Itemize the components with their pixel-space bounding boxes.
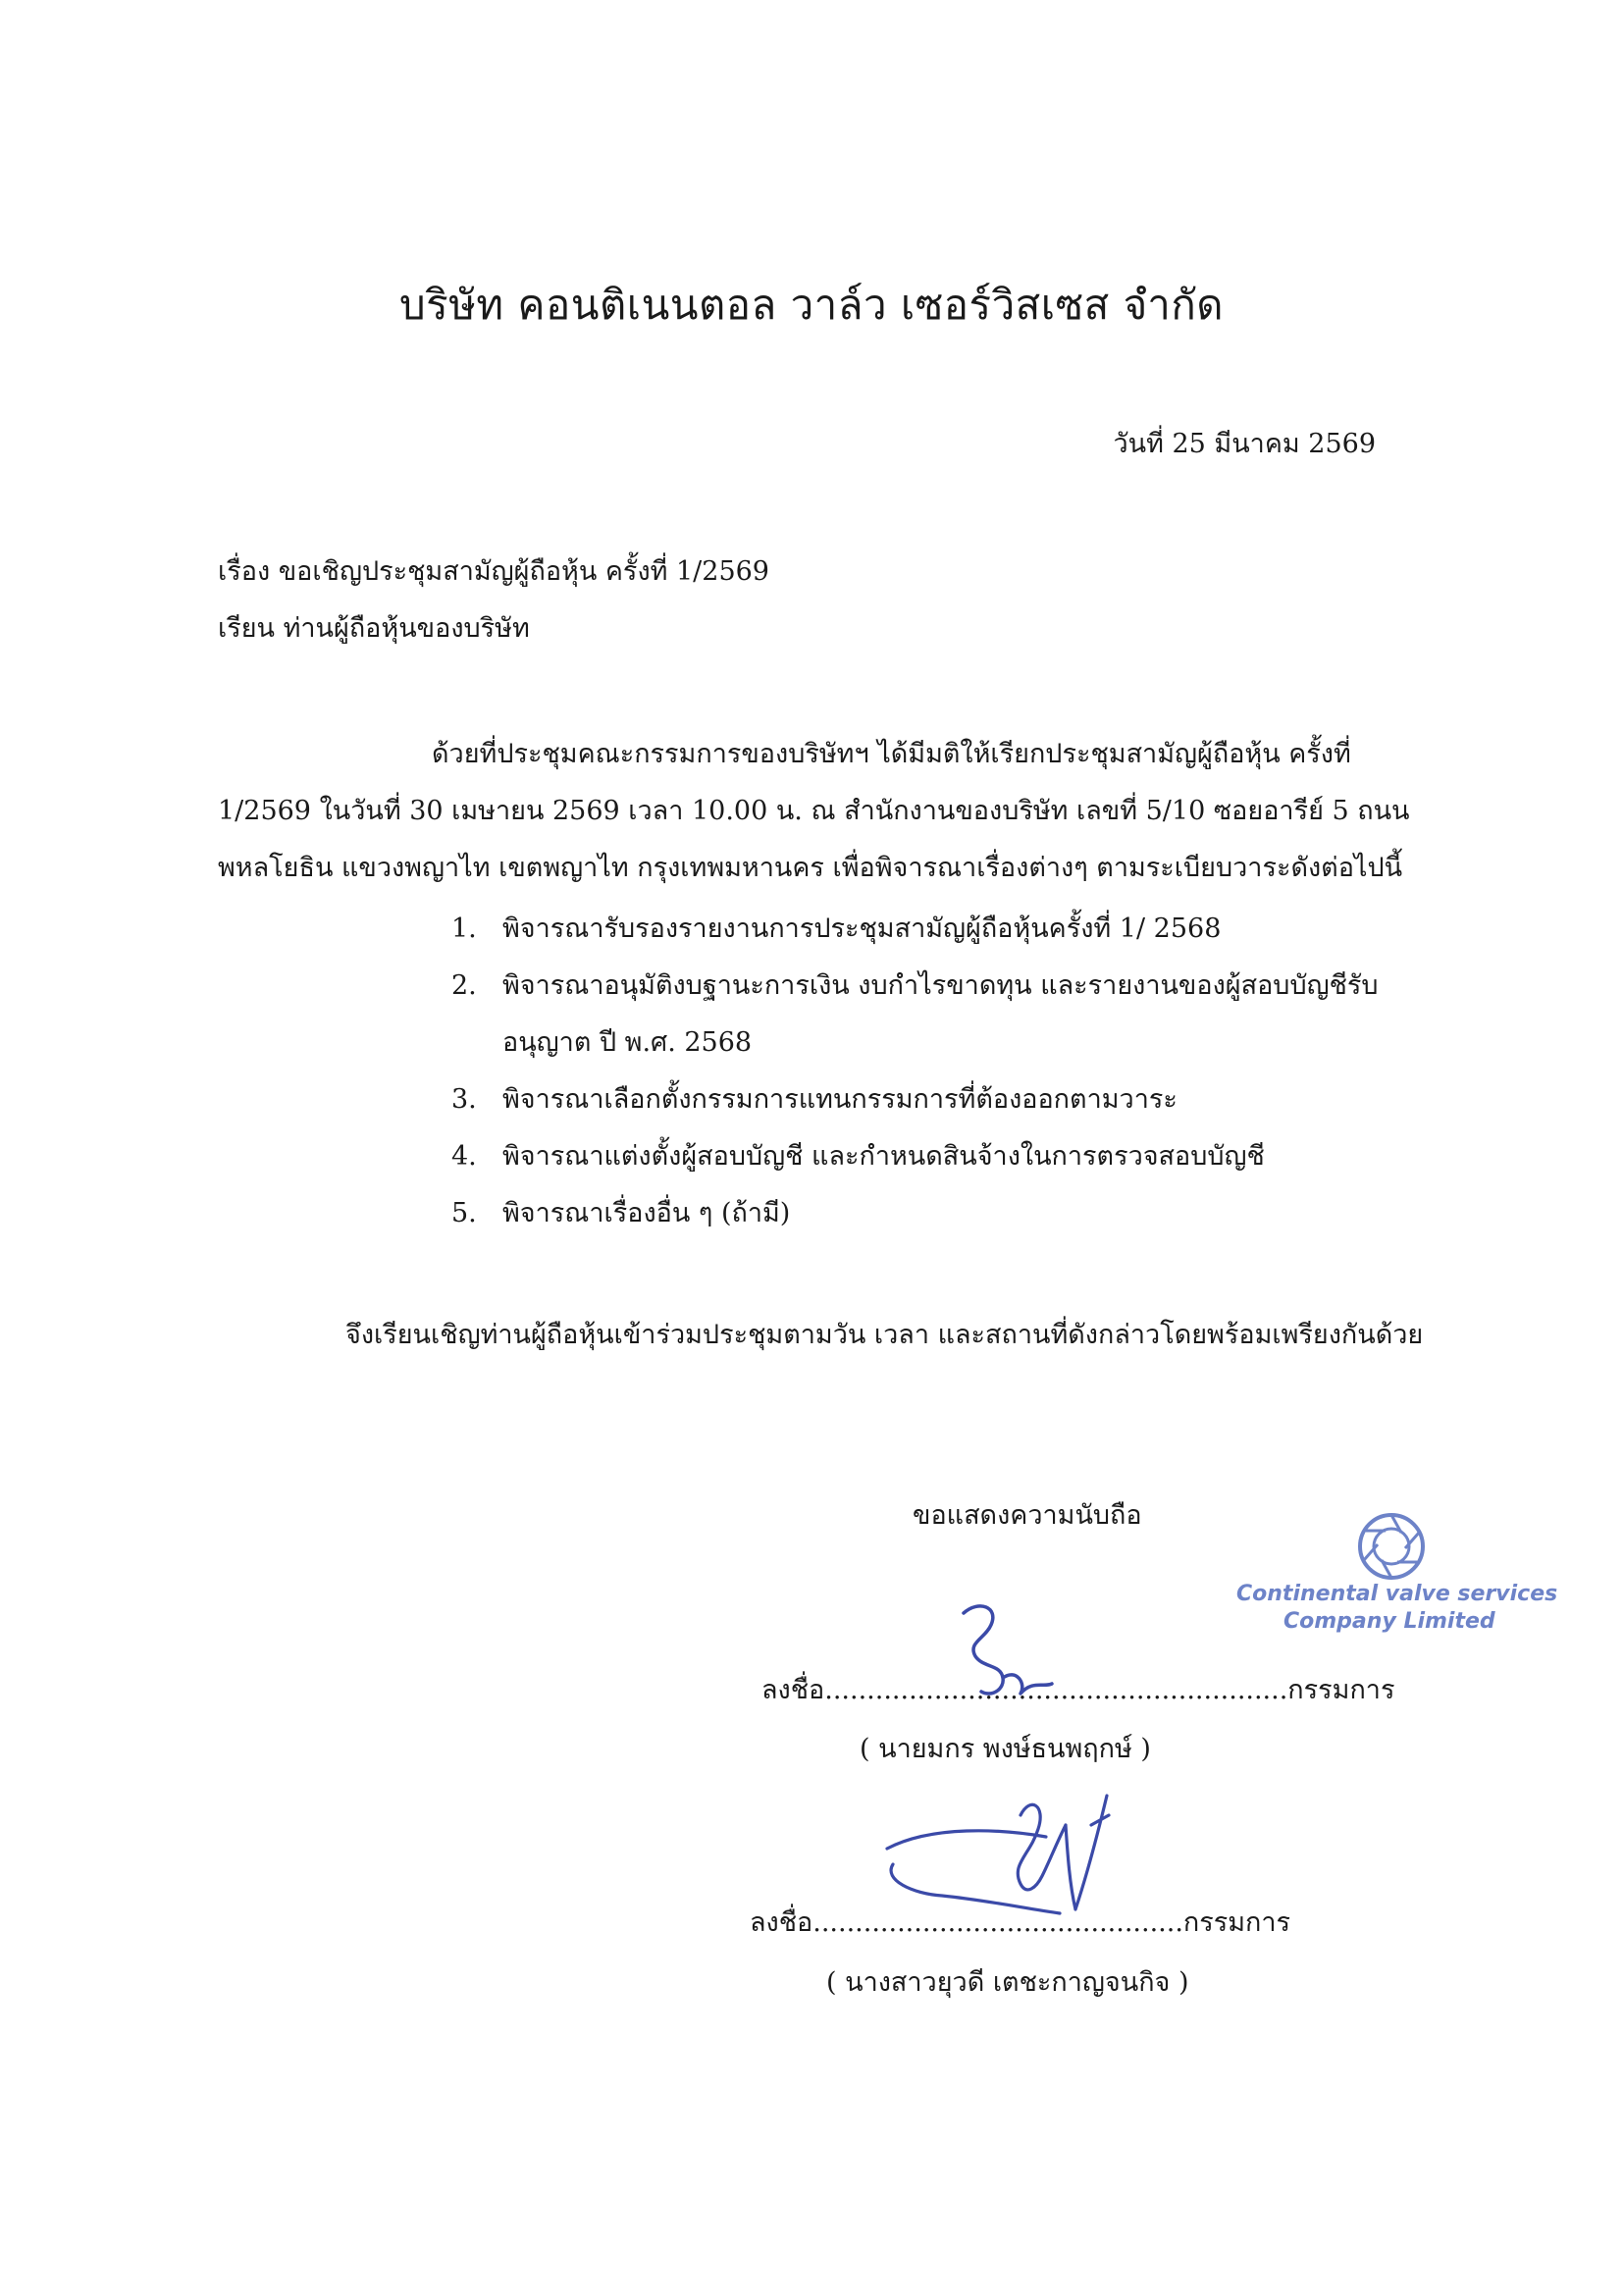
agenda-number: 3. (451, 1084, 477, 1115)
agenda-item (451, 901, 1492, 958)
company-name: บริษัท คอนติเนนตอล วาล์ว เซอร์วิสเซส จำกัด (398, 281, 1225, 329)
agenda-item (451, 958, 1492, 1071)
stamp-company-suffix: Company Limited (1283, 1609, 1495, 1634)
agenda-text: พิจารณาเลือกตั้งกรรมการแทนกรรมการที่ต้องออกตามวาระ (502, 1084, 1178, 1115)
aperture-logo-icon (1356, 1511, 1427, 1582)
body-line: 1/2569 ในวันที่ 30 เมษายน 2569 เวลา 10.00 น. ณ สำนักงานของบริษัท เลขที่ 5/10 ซอยอารีย์ 5 ถนน (218, 796, 1410, 826)
body-line: พหลโยธิน แขวงพญาไท เขตพญาไท กรุงเทพมหานคร เพื่อพิจารณาเรื่องต่างๆ ตามระเบียบวาระดังต่อไปนี้ (218, 853, 1403, 883)
closing-sentence: จึงเรียนเชิญท่านผู้ถือหุ้นเข้าร่วมประชุมตามวัน เวลา และสถานที่ดังกล่าวโดยพร้อมเพรียงกันด้วย (345, 1320, 1424, 1350)
signatory-name: ( นายมกร พงษ์ธนพฤกษ์ ) (860, 1734, 1151, 1764)
agenda-item (451, 1128, 1492, 1185)
agenda-item (451, 1185, 1492, 1242)
letter-date: วันที่ 25 มีนาคม 2569 (1113, 429, 1376, 459)
agenda-number: 5. (451, 1198, 477, 1228)
agenda-number: 1. (451, 913, 477, 944)
agenda-number: 2. (451, 970, 477, 1001)
agenda-text-continued: อนุญาต ปี พ.ศ. 2568 (502, 1027, 753, 1058)
agenda-text: พิจารณาแต่งตั้งผู้สอบบัญชี และกำหนดสินจ้างในการตรวจสอบบัญชี (502, 1141, 1265, 1172)
agenda-list (451, 901, 1492, 1242)
signature-line: ลงชื่อ.......................................................กรรมการ (761, 1675, 1395, 1705)
signature-line: ลงชื่อ............................................กรรมการ (750, 1907, 1291, 1938)
complimentary-close: ขอแสดงความนับถือ (913, 1500, 1142, 1531)
agenda-item (451, 1071, 1492, 1128)
letter-subject: เรื่อง ขอเชิญประชุมสามัญผู้ถือหุ้น ครั้งที่ 1/2569 (218, 556, 769, 587)
signatory-name: ( นางสาวยุวดี เตชะกาญจนกิจ ) (826, 1967, 1189, 1998)
stamp-company-name: Continental valve services (1236, 1582, 1558, 1606)
letter-recipient: เรียน ท่านผู้ถือหุ้นของบริษัท (218, 613, 530, 644)
body-paragraph (218, 726, 1462, 897)
agenda-text: พิจารณารับรองรายงานการประชุมสามัญผู้ถือหุ้นครั้งที่ 1/ 2568 (502, 913, 1222, 944)
body-line: ด้วยที่ประชุมคณะกรรมการของบริษัทฯ ได้มีมติให้เรียกประชุมสามัญผู้ถือหุ้น ครั้งที่ (432, 739, 1351, 769)
agenda-text: พิจารณาอนุมัติงบฐานะการเงิน งบกำไรขาดทุน และรายงานของผู้สอบบัญชีรับ (502, 970, 1379, 1001)
agenda-number: 4. (451, 1141, 477, 1172)
company-stamp (1229, 1511, 1558, 1648)
agenda-text: พิจารณาเรื่องอื่น ๆ (ถ้ามี) (502, 1198, 791, 1228)
